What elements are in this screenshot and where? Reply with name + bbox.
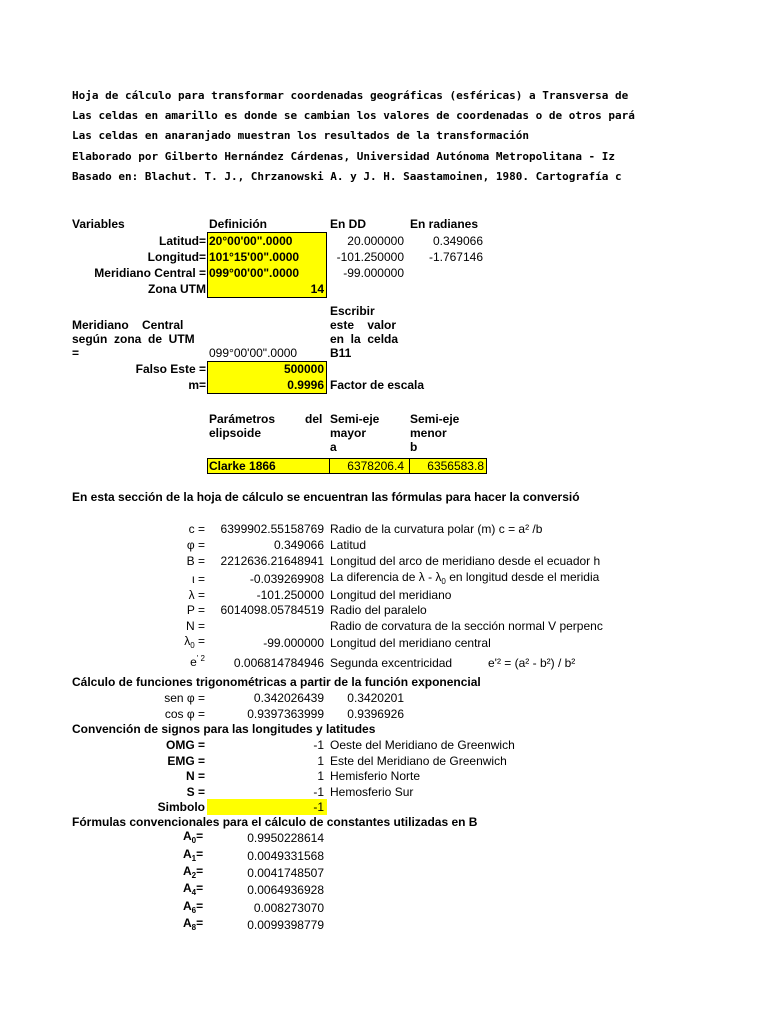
sign-s-label: S = bbox=[186, 785, 205, 799]
sign-s-desc: Hemosferio Sur bbox=[330, 785, 414, 799]
latitud-rad: 0.349066 bbox=[432, 234, 483, 248]
latitud-label: Latitud= bbox=[159, 234, 206, 248]
sym-lambda: λ = bbox=[188, 588, 205, 602]
sign-s-val: -1 bbox=[313, 785, 324, 799]
latitud-dd: 20.000000 bbox=[347, 234, 404, 248]
sign-omg-desc: Oeste del Meridiano de Greenwich bbox=[330, 738, 515, 752]
sign-omg-label: OMG = bbox=[165, 738, 205, 752]
ellipsoid-param-header: Parámetros del elipsoide bbox=[209, 412, 323, 440]
const-a6-label: $A_6=$ bbox=[183, 899, 204, 915]
ellipsoid-name[interactable]: Clarke 1866 bbox=[209, 459, 276, 473]
meridiano-zona-value: 099°00'00".0000 bbox=[209, 346, 298, 360]
desc-lambda0: Longitud del meridiano central bbox=[330, 636, 491, 650]
sign-omg-val: -1 bbox=[313, 738, 324, 752]
latitud-input[interactable]: 20°00'00".0000 bbox=[209, 234, 293, 248]
const-a0-label: $A_0=$ bbox=[183, 829, 204, 845]
semi-major-header: Semi-eje mayor a bbox=[330, 412, 380, 454]
longitud-label: Longitud= bbox=[147, 250, 206, 264]
cos-label: cos φ = bbox=[164, 707, 205, 721]
longitud-input[interactable]: 101°15'00".0000 bbox=[209, 250, 300, 264]
val-p: 6014098.05784519 bbox=[220, 603, 324, 617]
val-e2: 0.006814784946 bbox=[233, 656, 324, 670]
semi-minor-header: Semi-eje menor b bbox=[410, 412, 460, 454]
desc-n: Radio de corvatura de la sección normal V perpenc bbox=[330, 619, 603, 633]
desc-c: Radio de la curvatura polar (m) c = a² /b bbox=[330, 522, 543, 536]
sym-lambda0: $\lambda_0$ = bbox=[184, 634, 205, 650]
meridiano-input[interactable]: 099°00'00".0000 bbox=[209, 266, 300, 280]
const-a1-label: $A_1=$ bbox=[183, 847, 204, 863]
constants-title: Fórmulas convencionales para el cálculo de constantes utilizadas en B bbox=[72, 815, 478, 829]
desc-b: Longitud del arco de meridiano desde el ecuador h bbox=[330, 554, 601, 568]
sign-n-label: N = bbox=[185, 769, 205, 783]
const-a6-val: 0.008273070 bbox=[253, 901, 324, 915]
sen-val2: 0.3420201 bbox=[347, 691, 404, 705]
meridiano-label: Meridiano Central = bbox=[94, 266, 206, 280]
header-line-3: Las celdas en anaranjado muestran los resultados de la transformación bbox=[72, 129, 529, 142]
const-a8-label: $A_8=$ bbox=[183, 916, 204, 932]
sen-label: sen φ = bbox=[164, 691, 205, 705]
m-input[interactable]: 0.9996 bbox=[287, 378, 324, 392]
sign-emg-desc: Este del Meridiano de Greenwich bbox=[330, 754, 507, 768]
falso-este-input[interactable]: 500000 bbox=[283, 362, 324, 376]
val-c: 6399902.55158769 bbox=[220, 522, 324, 536]
zona-label: Zona UTM bbox=[148, 282, 206, 296]
header-line-1: Hoja de cálculo para transformar coordenadas geográficas (esféricas) a Transversa de bbox=[72, 89, 629, 102]
const-a4-val: 0.0064936928 bbox=[247, 883, 324, 897]
sym-iota: ι = bbox=[191, 572, 205, 586]
escribir-note: Escribir este valor en la celda B11 bbox=[330, 304, 399, 360]
desc-p: Radio del paralelo bbox=[330, 603, 427, 617]
col-rad-header: En radianes bbox=[410, 217, 479, 231]
cos-val1: 0.9397363999 bbox=[247, 707, 324, 721]
sym-p: P = bbox=[186, 603, 205, 617]
longitud-dd: -101.250000 bbox=[336, 250, 404, 264]
header-line-5: Basado en: Blachut. T. J., Chrzanowski A. y J. H. Saastamoinen, 1980. Cartografía c bbox=[72, 170, 622, 183]
m-note: Factor de escala bbox=[330, 378, 425, 392]
val-b: 2212636.21648941 bbox=[220, 554, 324, 568]
desc-e2: Segunda excentricidad bbox=[330, 656, 453, 670]
col-variables-header: Variables bbox=[72, 217, 125, 231]
const-a4-label: $A_4=$ bbox=[183, 881, 204, 897]
val-phi: 0.349066 bbox=[273, 538, 324, 552]
simbolo-input[interactable]: -1 bbox=[313, 800, 324, 814]
desc-lambda: Longitud del meridiano bbox=[330, 588, 452, 602]
m-label: m= bbox=[188, 378, 206, 392]
sym-phi: φ = bbox=[186, 538, 205, 552]
trig-title: Cálculo de funciones trigonométricas a partir de la función exponencial bbox=[72, 675, 481, 689]
sign-emg-val: 1 bbox=[317, 754, 324, 768]
val-lambda0: -99.000000 bbox=[263, 636, 324, 650]
desc-phi: Latitud bbox=[330, 538, 367, 552]
meridiano-zona-label: Meridiano Central según zona de UTM = bbox=[72, 318, 195, 360]
falso-este-label: Falso Este = bbox=[135, 362, 206, 376]
section-title: En esta sección de la hoja de cálculo se encuentran las fórmulas para hacer la conversió bbox=[72, 490, 580, 504]
longitud-rad: -1.767146 bbox=[428, 250, 483, 264]
const-a1-val: 0.0049331568 bbox=[247, 849, 324, 863]
val-iota: -0.039269908 bbox=[249, 572, 324, 586]
const-a2-label: $A_2=$ bbox=[183, 864, 204, 880]
const-a8-val: 0.0099398779 bbox=[247, 918, 324, 932]
sym-c: c = bbox=[188, 522, 205, 536]
sym-b: B = bbox=[186, 554, 205, 568]
ellipsoid-a: 6378206.4 bbox=[347, 459, 404, 473]
header-line-4: Elaborado por Gilberto Hernández Cárdenas, Universidad Autónoma Metropolitana - Iz bbox=[72, 150, 616, 163]
cos-val2: 0.9396926 bbox=[347, 707, 404, 721]
sign-emg-label: EMG = bbox=[167, 754, 205, 768]
formula-e2: e'² = (a² - b²) / b² bbox=[488, 656, 576, 670]
val-lambda: -101.250000 bbox=[256, 588, 324, 602]
sign-n-desc: Hemisferio Norte bbox=[330, 769, 421, 783]
simbolo-label: Simbolo bbox=[157, 800, 205, 814]
col-definicion-header: Definición bbox=[209, 217, 268, 231]
sign-n-val: 1 bbox=[317, 769, 324, 783]
meridiano-dd: -99.000000 bbox=[343, 266, 404, 280]
col-dd-header: En DD bbox=[330, 217, 366, 231]
sym-n: N = bbox=[185, 619, 205, 633]
const-a2-val: 0.0041748507 bbox=[247, 866, 324, 880]
const-a0-val: 0.9950228614 bbox=[247, 831, 324, 845]
sym-e2: $e^{' 2}$ bbox=[190, 654, 205, 669]
ellipsoid-b: 6356583.8 bbox=[427, 459, 484, 473]
zona-input[interactable]: 14 bbox=[310, 282, 324, 296]
signs-title: Convención de signos para las longitudes y latitudes bbox=[72, 722, 376, 736]
header-line-2: Las celdas en amarillo es donde se cambian los valores de coordenadas o de otros pará bbox=[72, 109, 635, 122]
desc-iota: La diferencia de λ - $\lambda_0$ en longitud desde el meridia bbox=[330, 570, 600, 584]
sen-val1: 0.342026439 bbox=[253, 691, 324, 705]
